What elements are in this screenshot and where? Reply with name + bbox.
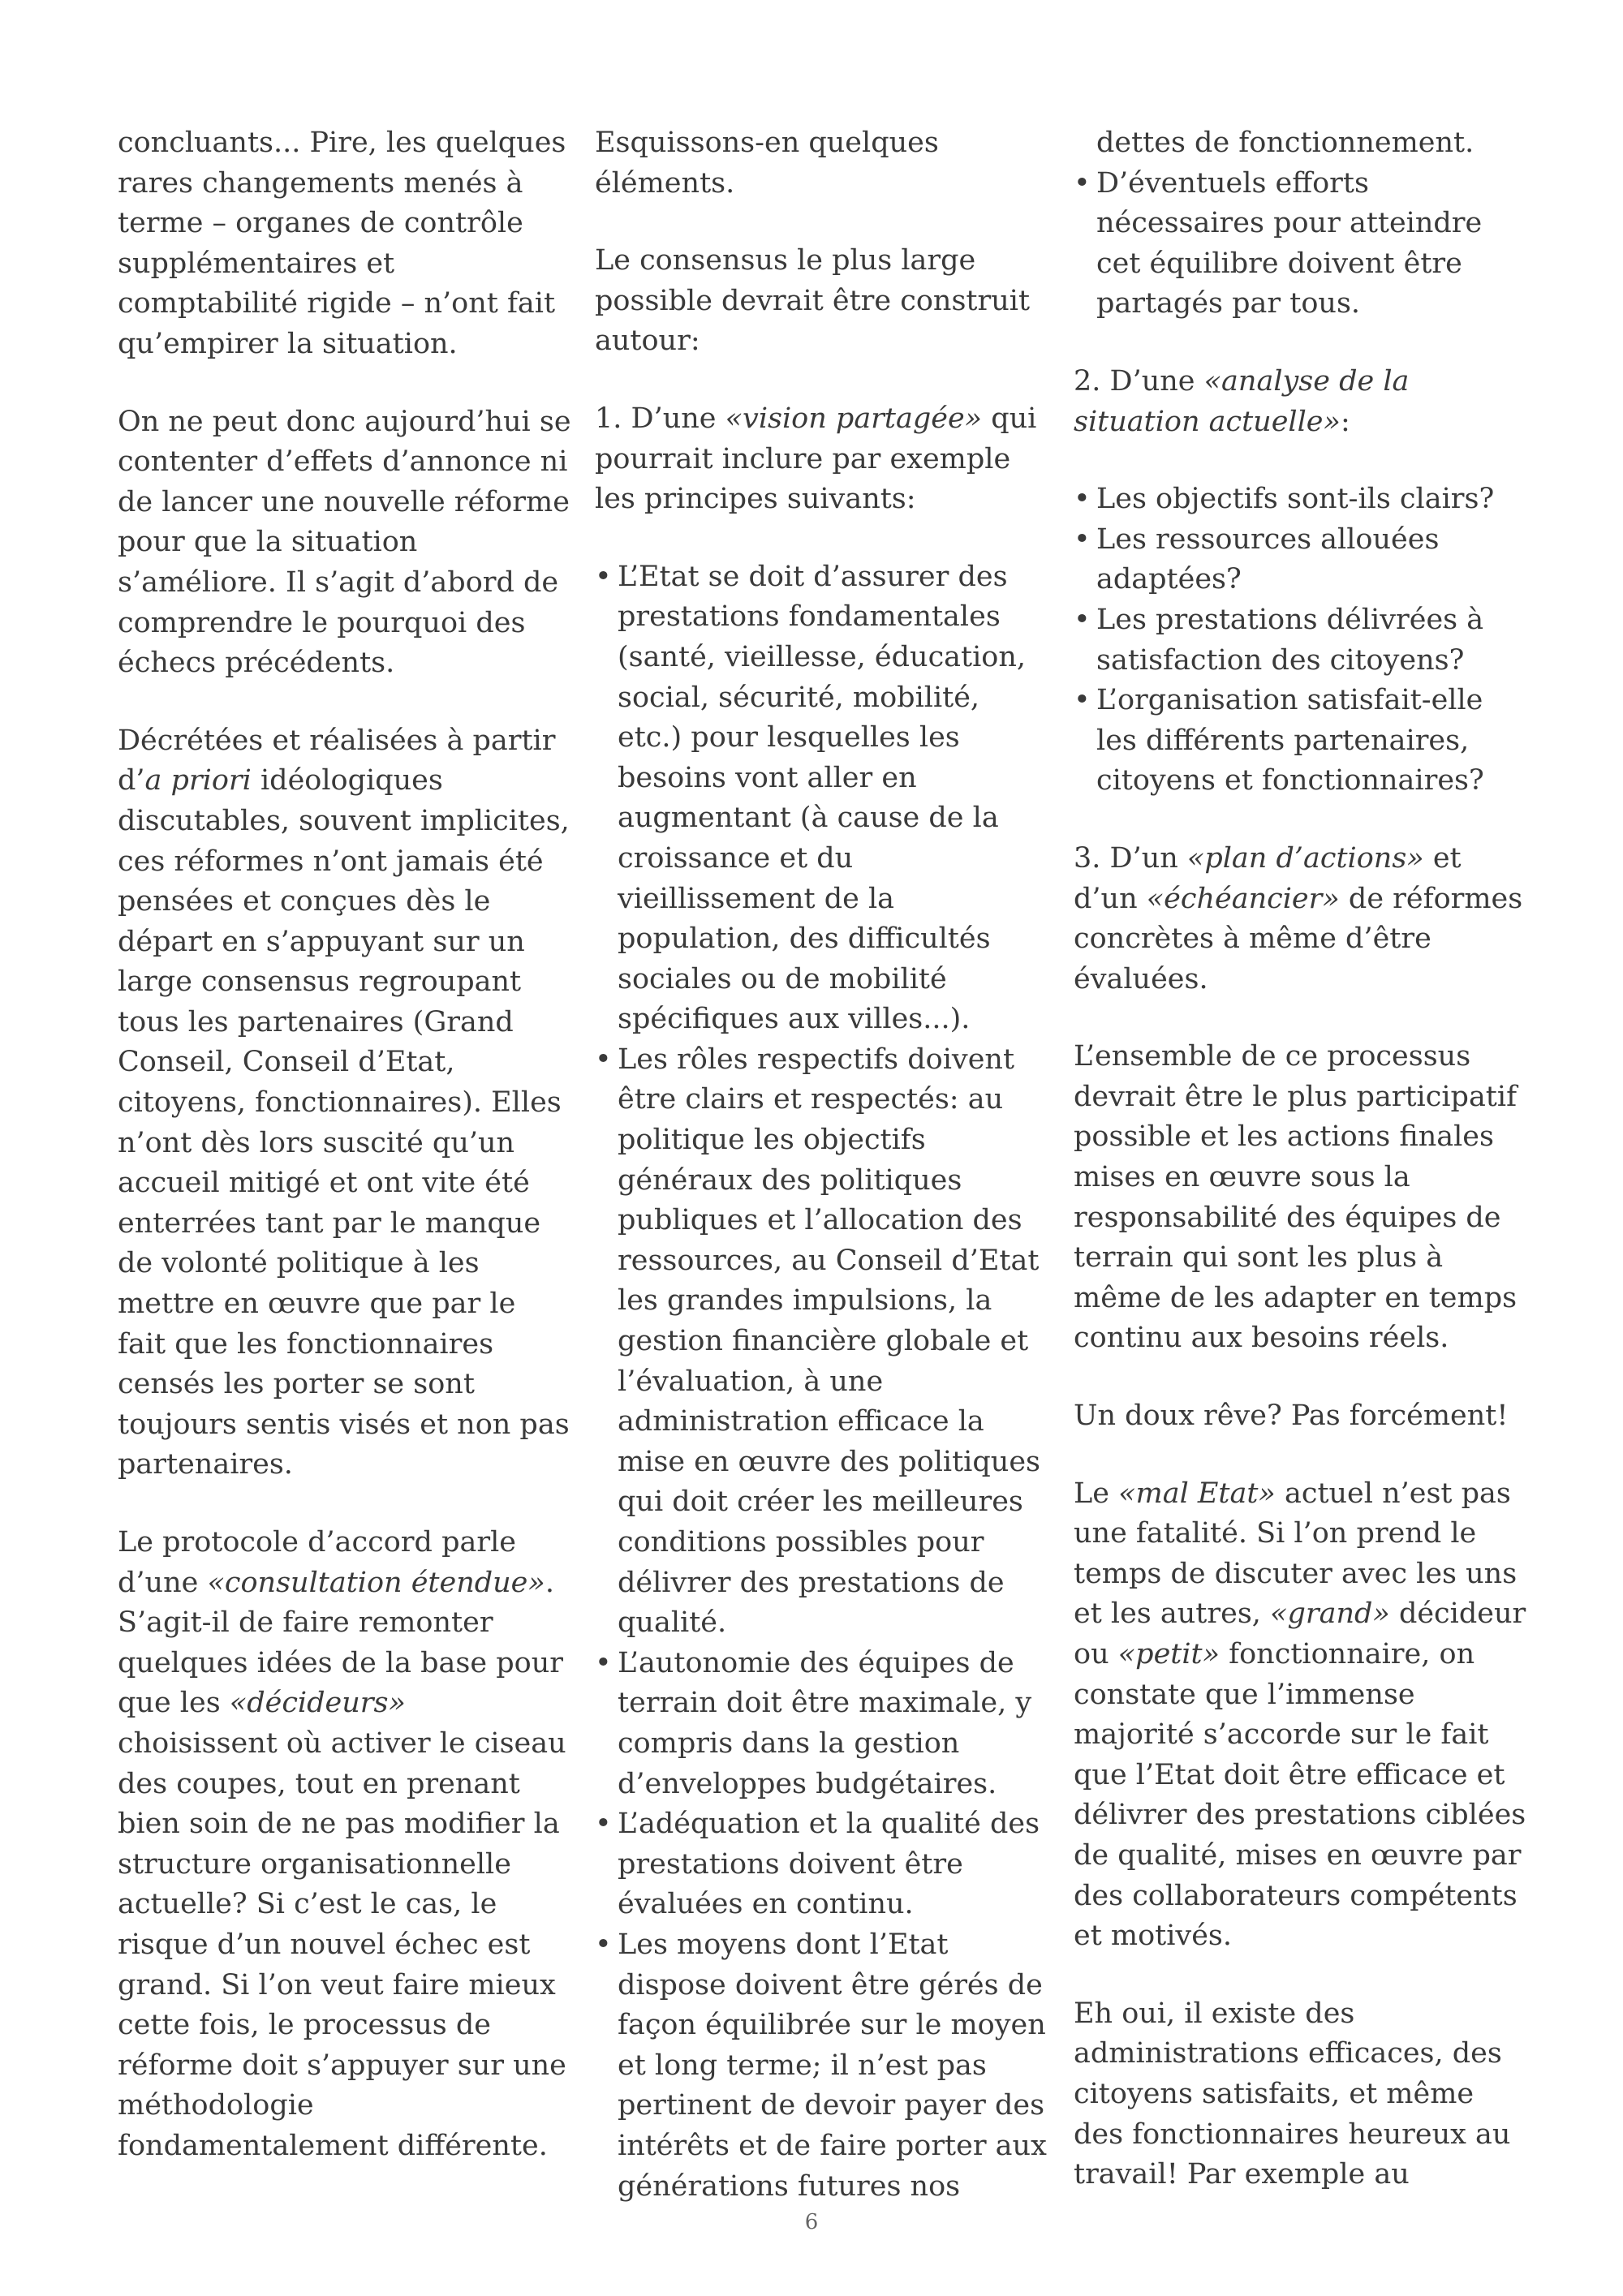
paragraph: Eh oui, il existe des administrations efficaces, des citoyens satisfaits, et même des fonctionnaires heureux au travail! Par exemple au — [1074, 1997, 1511, 2191]
list-item: • Les moyens dont l’Etat dispose doivent être gérés de façon équilibrée sur le moyen et long terme; il n’est pas pertinent de devoir payer des intérêts et de faire porter aux générations futures nos — [595, 1925, 1049, 2207]
paragraph: Le protocole d’accord parle d’une «consultation étendue». S’agit-il de faire remonter quelques idées de la base pour que les «décideurs» choisissent où activer le ciseau des coupes, tout en prenant bien soin de ne pas modifier la structure organisationnelle actuelle? Si c’est le cas, le risque d’un nouvel échec est grand. Si l’on veut faire mieux cette fois, le processus de réforme doit s’appuyer sur une méthodologie fondamentalement différente. — [118, 1526, 566, 2162]
bullet-list — [1074, 164, 1528, 325]
list-item: • Les ressources allouées adaptées? — [1074, 520, 1528, 600]
paragraph: Le consensus le plus large possible devrait être construit autour: — [595, 244, 1031, 358]
list-item: • Les rôles respectifs doivent être clairs et respectés: au politique les objectifs généraux des politiques publiques et l’allocation des ressources, au Conseil d’Etat les grandes impulsions, la gestion financière globale et l’évaluation, à une administration efficace la mise en œuvre des politiques qui doit créer les meilleures conditions possibles pour délivrer des prestations de qualité. — [595, 1040, 1049, 1644]
paragraph: 1. D’une «vision partagée» qui pourrait inclure par exemple les principes suivants: — [595, 402, 1037, 516]
bullet-list — [595, 557, 1049, 2207]
list-item: • L’autonomie des équipes de terrain doit être maximale, y compris dans la gestion d’enveloppes budgétaires. — [595, 1644, 1049, 1804]
list-item: • L’adéquation et la qualité des prestations doivent être évaluées en continu. — [595, 1804, 1049, 1925]
paragraph: Un doux rêve? Pas forcément! — [1074, 1400, 1509, 1433]
column-1 — [118, 123, 572, 2204]
paragraph: Le «mal Etat» actuel n’est pas une fatalité. Si l’on prend le temps de discuter avec les uns et les autres, «grand» décideur ou «petit» fonctionnaire, on constate que l’immense majorité s’accorde sur le fait que l’Etat doit être efficace et délivrer des prestations ciblées de qualité, mises en œuvre par des collaborateurs compétents et motivés. — [1074, 1477, 1526, 1953]
list-item: • L’Etat se doit d’assurer des prestations fondamentales (santé, vieillesse, éducation, social, sécurité, mobilité, etc.) pour lesquelles les besoins vont aller en augmentant (à cause de la croissance et du vieillissement de la population, des difficultés sociales ou de mobilité spécifiques aux villes...). — [595, 557, 1049, 1040]
paragraph: Décrétées et réalisées à partir d’a priori idéologiques discutables, souvent implicites, ces réformes n’ont jamais été pensées et conçues dès le départ en s’appuyant sur un large consensus regroupant tous les partenaires (Grand Conseil, Conseil d’Etat, citoyens, fonctionnaires). Elles n’ont dès lors suscité qu’un accueil mitigé et ont vite été enterrées tant par le manque de volonté politique à les mettre en œuvre que par le fait que les fonctionnaires censés les porter se sont toujours sentis visés et non pas partenaires. — [118, 724, 570, 1481]
paragraph: 2. D’une «analyse de la situation actuelle»: — [1074, 364, 1410, 438]
list-item: • L’organisation satisfait-elle les différents partenaires, citoyens et fonctionnaires? — [1074, 681, 1528, 802]
paragraph: concluants... Pire, les quelques rares changements menés à terme – organes de contrôle supplémentaires et comptabilité rigide – n’ont fait qu’empirer la situation. — [118, 127, 566, 360]
page-number: 6 — [804, 2210, 819, 2234]
column-3 — [1074, 123, 1528, 2233]
column-2 — [595, 123, 1049, 2244]
list-item: • Les prestations délivrées à satisfaction des citoyens? — [1074, 600, 1528, 681]
continued-text: dettes de fonctionnement. — [1096, 127, 1474, 159]
list-item: • Les objectifs sont-ils clairs? — [1074, 479, 1528, 520]
paragraph: 3. D’un «plan d’actions» et d’un «échéancier» de réformes concrètes à même d’être évaluées. — [1074, 841, 1523, 995]
bullet-list — [1074, 479, 1528, 802]
paragraph: On ne peut donc aujourd’hui se contenter d’effets d’annonce ni de lancer une nouvelle réforme pour que la situation s’améliore. Il s’agit d’abord de comprendre le pourquoi des échecs précédents. — [118, 405, 571, 680]
list-item: • D’éventuels efforts nécessaires pour atteindre cet équilibre doivent être partagés par tous. — [1074, 164, 1528, 325]
paragraph: Esquissons-en quelques éléments. — [595, 127, 939, 200]
paragraph: L’ensemble de ce processus devrait être le plus participatif possible et les actions finales mises en œuvre sous la responsabilité des équipes de terrain qui sont les plus à même de les adapter en temps continu aux besoins réels. — [1074, 1040, 1518, 1355]
